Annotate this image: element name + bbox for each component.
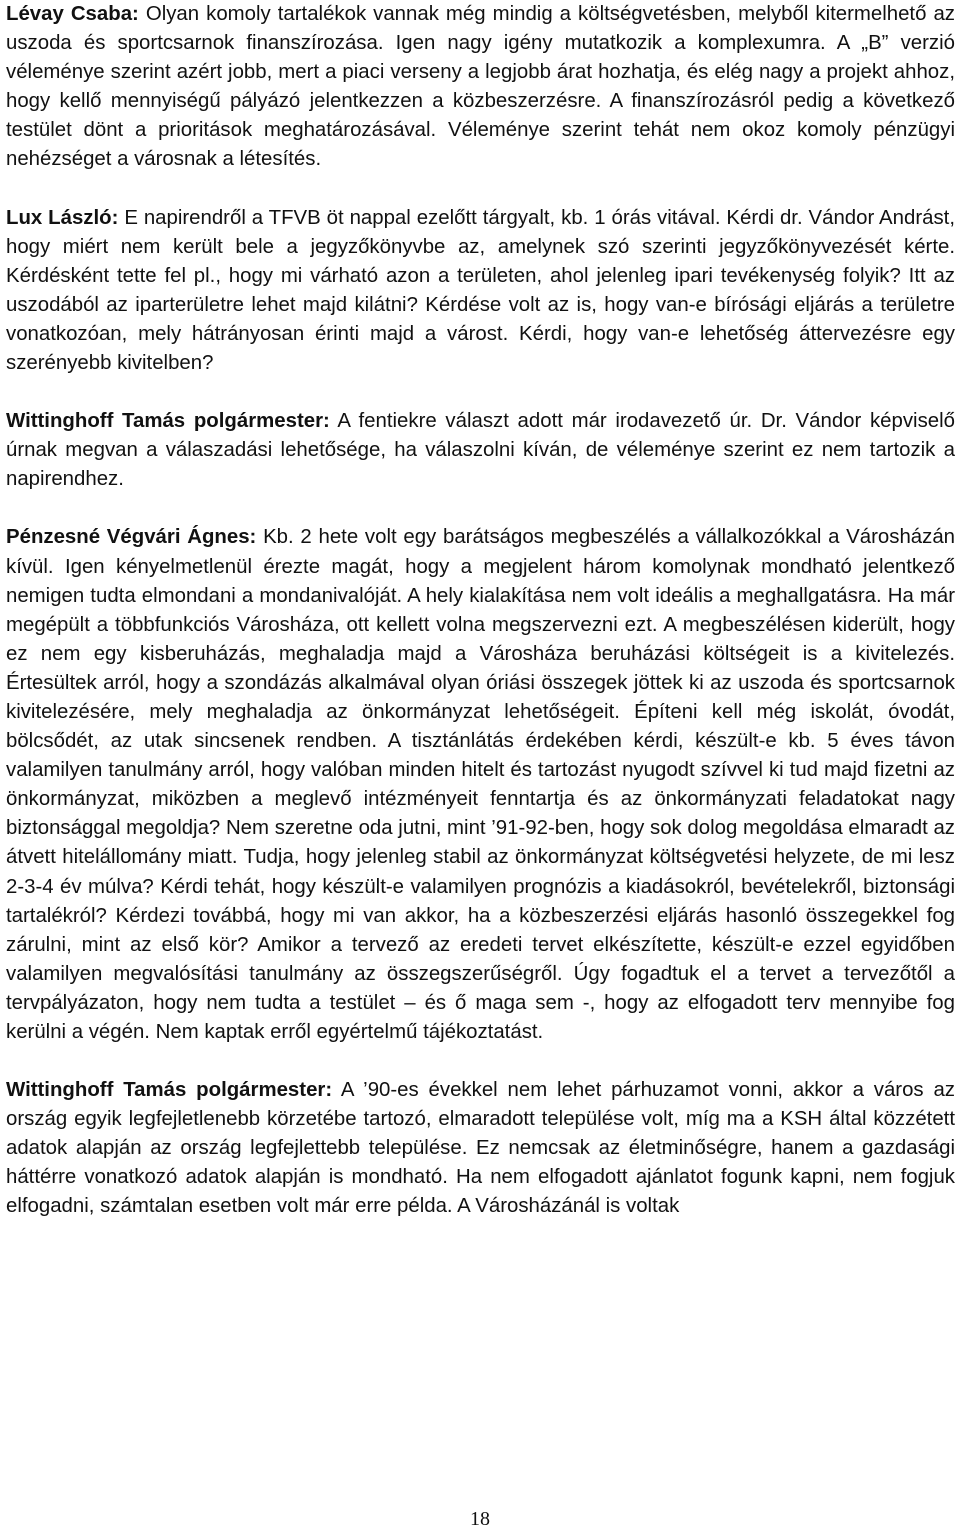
speaker-name: Pénzesné Végvári Ágnes: — [6, 526, 257, 549]
speaker-name: Wittinghoff Tamás polgármester: — [6, 1079, 333, 1102]
paragraph-text: E napirendről a TFVB öt nappal ezelőtt tárgyalt, kb. 1 órás vitával. Kérdi dr. Vándor Andrást, hogy miért nem került bele a jegyzőkönyvbe az, amelynek szó szerinti jegyzőkönyvezését kérte. Kérdésként tette fel pl., hogy mi várható azon a területen, ahol jelenleg ipari tevékenység folyik? Itt az uszodából az iparterületre lehet majd kilátni? Kérdése volt az is, hogy van-e bírósági eljárás a területre vonatkozóan, mely hátrányosan érinti majd a várost. Kérdi, hogy van-e lehetőség áttervezésre egy szerényebb kivitelben? — [6, 206, 955, 375]
speaker-name: Lux László: — [6, 206, 119, 229]
document-page — [6, 0, 955, 1222]
paragraph-text: Kb. 2 hete volt egy barátságos megbeszélés a vállalkozókkal a Városházán kívül. Igen kényelmetlenül érezte magát, hogy a megjelent három komolynak mondható jelentkező nemigen tudta elmondani a mondanivalóját. A hely kialakítása nem volt ideális a meghallgatásra. Ha már megépült a többfunkciós Városháza, ott kellett volna megszervezni ezt. A megbeszélésen kiderült, hogy ez nem egy kisberuházás, meghaladja majd a Városháza beruházási költségeit is a kivitelezés. Értesültek arról, hogy a szondázás alkalmával olyan óriási összegek jöttek ki az uszoda és sportcsarnok kivitelezésére, mely meghaladja az önkormányzat lehetőségeit. Építeni kell még iskolát, óvodát, bölcsődét, az utak sincsenek rendben. A tisztánlátás érdekében kérdi, készült-e kb. 5 éves távon valamilyen tanulmány arról, hogy valóban minden hitelt és tartozást nyugodt szívvel ki tud majd fizetni az önkormányzat, miközben a meglevő intézményeit fenntartja és az önkormányzati feladatokat nagy biztonsággal megoldja? Nem szeretne oda jutni, mint ’91-92-ben, hogy sok dolog megoldása elmaradt az átvett hitelállomány miatt. Tudja, hogy jelenleg stabil az önkormányzat költségvetési helyzete, de mi lesz 2-3-4 év múlva? Kérdi tehát, hogy készült-e valamilyen prognózis a kiadásokról, bevételekről, biztonsági tartalékról? Kérdezi továbbá, hogy mi van akkor, ha a közbeszerzési eljárás hasonló összegekkel fog zárulni, mint az első kör? Amikor a tervező az eredeti tervet elkészítette, készült-e ezzel egyidőben valamilyen megvalósítási tanulmány az összegszerűségről. Úgy fogadtuk el a tervet a tervezőtől a tervpályázaton, hogy nem tudta a testület – és ő maga sem -, hogy az elfogadott terv mennyibe fog kerülni a végén. Nem kaptak erről egyértelmű tájékoztatást. — [6, 526, 955, 1043]
paragraph-text: A ’90-es évekkel nem lehet párhuzamot vonni, akkor a város az ország egyik legfejletlenebb körzetébe tartozó, elmaradott települése volt, míg ma a KSH által közzétett adatok alapján az ország legfejlettebb települése. Ez nemcsak az életminőségre, hanem a gazdasági háttérre vonatkozó adatok alapján is mondható. Ha nem elfogadott ajánlatot fogunk kapni, nem fogjuk elfogadni, számtalan esetben volt már erre példa. A Városházánál is voltak — [6, 1079, 955, 1218]
paragraph-text: A fentiekre választ adott már irodavezető úr. Dr. Vándor képviselő úrnak megvan a válaszadási lehetősége, ha válaszolni kíván, de véleménye szerint ez nem tartozik a napirendhez. — [6, 410, 955, 491]
paragraph-wittinghoff-2 — [6, 1076, 955, 1221]
paragraph-levay-csaba — [6, 0, 955, 175]
speaker-name: Wittinghoff Tamás polgármester: — [6, 410, 330, 433]
speaker-name: Lévay Csaba: — [6, 3, 139, 25]
paragraph-text: Olyan komoly tartalékok vannak még mindig a költségvetésben, melyből kitermelhető az uszoda és sportcsarnok finanszírozása. Igen nagy igény mutatkozik a komplexumra. A „B” verzió véleménye szerint azért jobb, mert a piaci verseny a legjobb árat hozhatja, és elég nagy a projekt ahhoz, hogy kellő mennyiségű pályázó jelentkezzen a közbeszerzésre. A finanszírozásról pedig a következő testület dönt a prioritások meghatározásával. Véleménye szerint tehát nem okoz komoly pénzügyi nehézséget a városnak a létesítés. — [6, 3, 955, 171]
paragraph-penzesne — [6, 523, 955, 1047]
page-number: 18 — [470, 1508, 490, 1530]
paragraph-lux-laszlo — [6, 204, 955, 379]
paragraph-wittinghoff-1 — [6, 407, 955, 494]
